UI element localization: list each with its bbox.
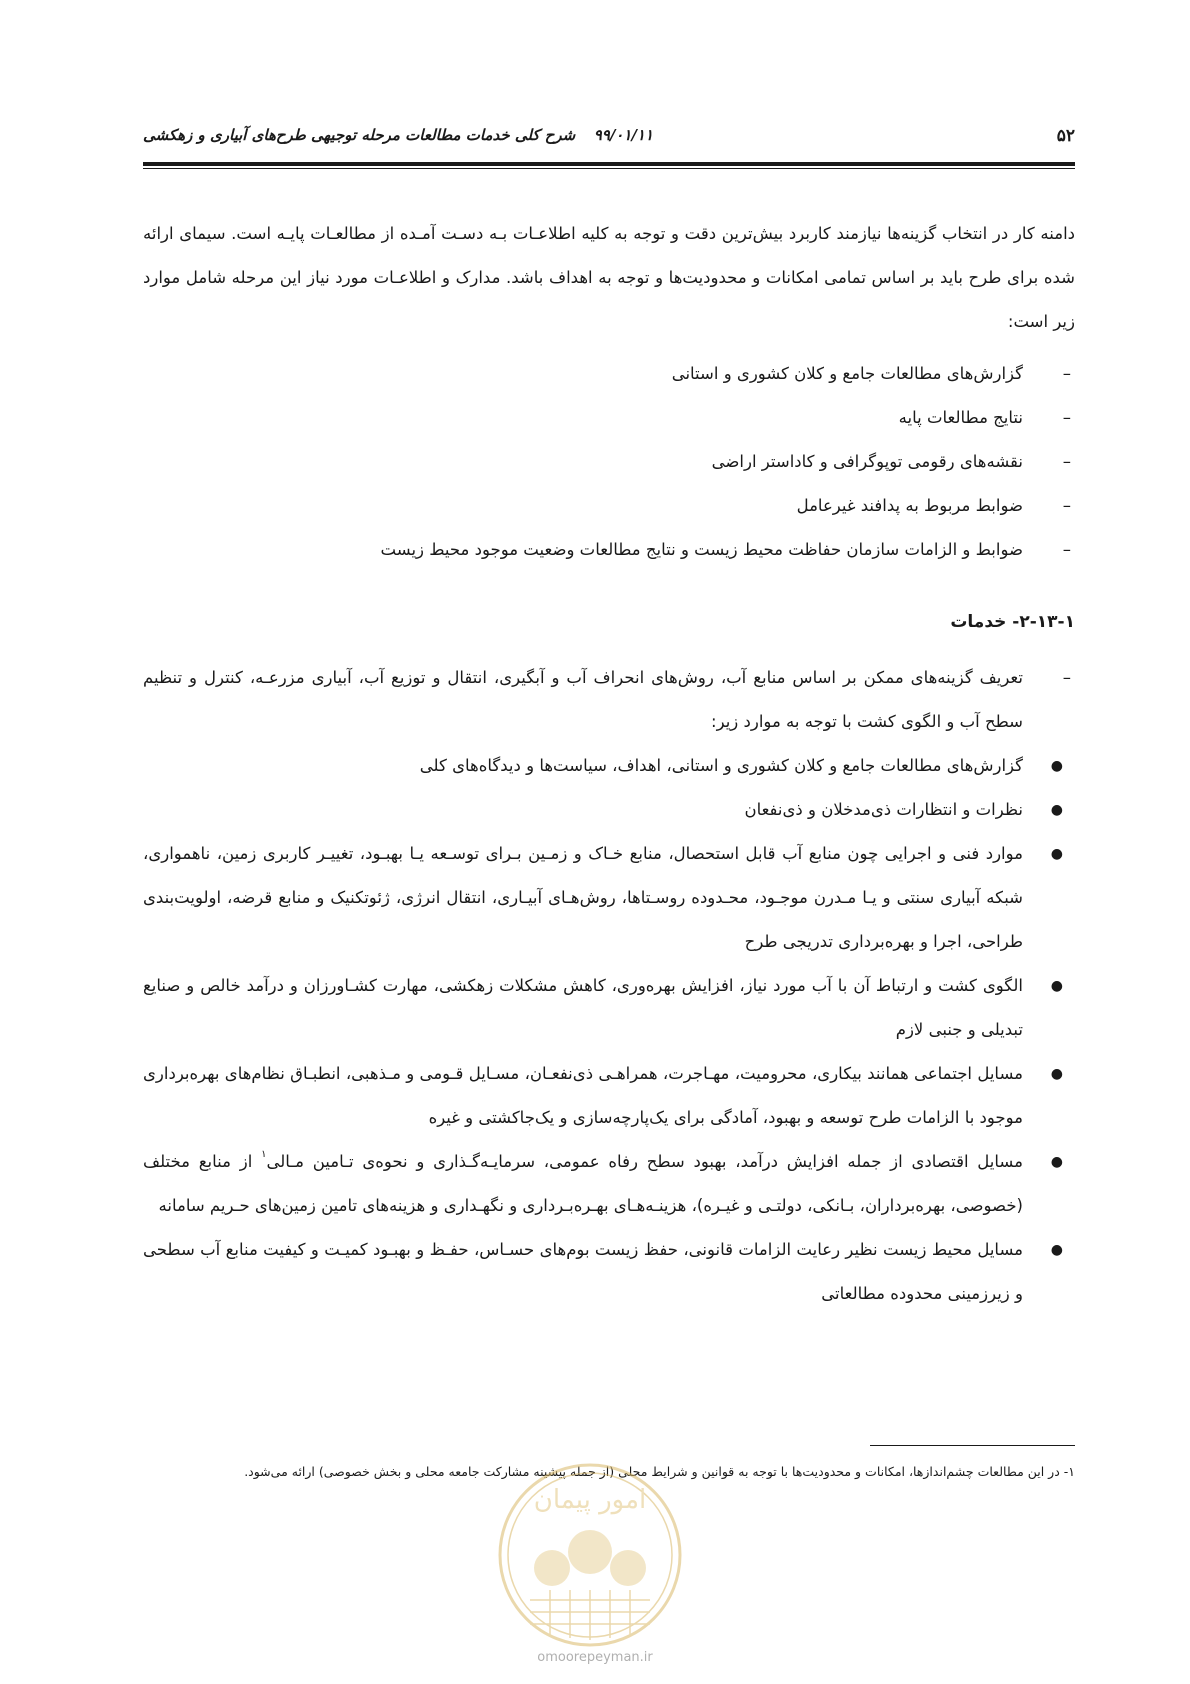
footnote: ۱- در این مطالعات چشم‌اندازها، امکانات و محدودیت‌ها با توجه به قوانین و شرایط محلی (از جمله پیشینه مشارکت جامعه محلی و بخش خصوصی) ارائه می‌شود.	[244, 1464, 1075, 1479]
required-documents-list	[143, 352, 1075, 572]
services-list	[143, 656, 1075, 1316]
list-item-text: نقشه‌های رقومی توپوگرافی و کاداستر اراضی	[711, 452, 1023, 471]
header-rule-thin	[143, 168, 1075, 169]
bullet-marker: ●	[1050, 1154, 1063, 1170]
bullet-text: الگوی کشت و ارتباط آن با آب مورد نیاز، افزایش بهره‌وری، کاهش مشکلات زهکشی، مهارت کشـاورزان و درآمد خالص و صنایع تبدیلی و جنبی لازم	[143, 976, 1023, 1039]
dash-marker: –	[1062, 364, 1071, 383]
list-item-text: ضوابط مربوط به پدافند غیرعامل	[796, 496, 1023, 515]
bullet-text: مسایل اجتماعی همانند بیکاری، محرومیت، مهـاجرت، همراهـی ذی‌نفعـان، مسـایل قـومی و مـذهبی، انطبـاق نظام‌های بهره‌برداری موجود با الزامات طرح توسعه و بهبود، آمادگی برای یک‌پارچه‌سازی و یک‌جاکشتی و غیره	[143, 1064, 1023, 1127]
bullet-item	[143, 964, 1075, 1052]
bullet-marker: ●	[1050, 846, 1063, 862]
footnote-separator	[870, 1445, 1075, 1446]
bullet-marker: ●	[1050, 802, 1063, 818]
header-rule-thick	[143, 162, 1075, 166]
dash-marker: –	[1062, 540, 1071, 559]
bullet-item	[143, 744, 1075, 788]
intro-text: دامنه کار در انتخاب گزینه‌ها نیازمند کاربرد بیش‌ترین دقت و توجه به کلیه اطلاعـات بـه دسـت آمـده از مطالعـات پایـه است. سیمای ارائه شده برای طرح باید بر اساس تمامی امکانات و محدودیت‌ها و توجه به اهداف باشد. مدارک و اطلاعـات مورد نیاز این مرحله شامل موارد زیر است:	[143, 224, 1075, 331]
bullet-marker: ●	[1050, 758, 1063, 774]
list-item	[143, 528, 1075, 572]
bullet-text: مسایل محیط زیست نظیر رعایت الزامات قانونی، حفظ زیست بوم‌های حسـاس، حفـظ و بهبـود کمیـت و کیفیت منابع آب سطحی و زیرزمینی محدوده مطالعاتی	[143, 1240, 1023, 1303]
list-item	[143, 396, 1075, 440]
watermark-logo-text: امور پیمان	[533, 1485, 647, 1515]
header-title-text: شرح کلی خدمات مطالعات مرحله توجیهی طرح‌های آبیاری و زهکشی	[143, 126, 576, 144]
page-header	[143, 126, 1075, 156]
list-item	[143, 484, 1075, 528]
header-title	[143, 126, 653, 144]
list-item	[143, 352, 1075, 396]
bullet-item	[143, 1052, 1075, 1140]
list-item	[143, 440, 1075, 484]
list-item-text: نتایج مطالعات پایه	[898, 408, 1023, 427]
bullet-text: موارد فنی و اجرایی چون منابع آب قابل استحصال، منابع خـاک و زمـین بـرای توسـعه یـا بهبـود، تغییـر کاربری زمین، ناهمواری، شبکه آبیاری سنتی و یـا مـدرن موجـود، محـدوده روسـتاها، روش‌هـای آبیـاری، انتقال انرژی، ژئوتکنیک و منابع قرضه، اولویت‌بندی طراحی، اجرا و بهره‌برداری تدریجی طرح	[143, 844, 1023, 951]
bullet-text: نظرات و انتظارات ذی‌مدخلان و ذی‌نفعان	[744, 800, 1023, 819]
dash-marker: –	[1062, 496, 1071, 515]
dash-marker: –	[1062, 452, 1071, 471]
bullet-marker: ●	[1050, 1242, 1063, 1258]
bullet-item	[143, 1228, 1075, 1316]
list-item-text: گزارش‌های مطالعات جامع و کلان کشوری و استانی	[671, 364, 1023, 383]
header-date: ۹۹/۰۱/۱۱	[593, 126, 654, 144]
bullet-text: مسایل اقتصادی از جمله افزایش درآمد، بهبود سطح رفاه عمومی، سرمایـه‌گـذاری و نحوه‌ی تـامین مـالی	[266, 1152, 1023, 1171]
watermark-logo-icon	[490, 1440, 690, 1670]
bullet-item	[143, 788, 1075, 832]
list-item	[143, 656, 1075, 744]
list-item-text: ضوابط و الزامات سازمان حفاظت محیط زیست و نتایج مطالعات وضعیت موجود محیط زیست	[380, 540, 1023, 559]
section-heading: ۲-۱۳-۱- خدمات	[950, 612, 1075, 632]
bullet-marker: ●	[1050, 1066, 1063, 1082]
bullet-item	[143, 832, 1075, 964]
bullet-text: گزارش‌های مطالعات جامع و کلان کشوری و استانی، اهداف، سیاست‌ها و دیدگاه‌های کلی	[419, 756, 1023, 775]
footnote-reference[interactable]: ۱	[261, 1149, 267, 1160]
page-number: ۵۲	[1056, 126, 1075, 146]
service-item-text: تعریف گزینه‌های ممکن بر اساس منابع آب، روش‌های انحراف آب و آبگیری، انتقال و توزیع آب، آبیاری مزرعـه، کنترل و تنظیم سطح آب و الگوی کشت با توجه به موارد زیر:	[143, 668, 1023, 731]
watermark-site: omoorepeyman.ir	[537, 1650, 653, 1665]
bullet-text-continued: از منابع مختلف (خصوصی، بهره‌برداران، بـانکی، دولتـی و غیـره)، هزینـه‌هـای بهـره‌بـرداری و نگهـداری و هزینه‌های تامین زمین‌های حـریم سامانه	[143, 1152, 1023, 1215]
intro-paragraph	[143, 212, 1075, 344]
bullet-marker: ●	[1050, 978, 1063, 994]
dash-marker: –	[1062, 408, 1071, 427]
bullet-item	[143, 1140, 1075, 1228]
dash-marker: –	[1062, 668, 1071, 687]
